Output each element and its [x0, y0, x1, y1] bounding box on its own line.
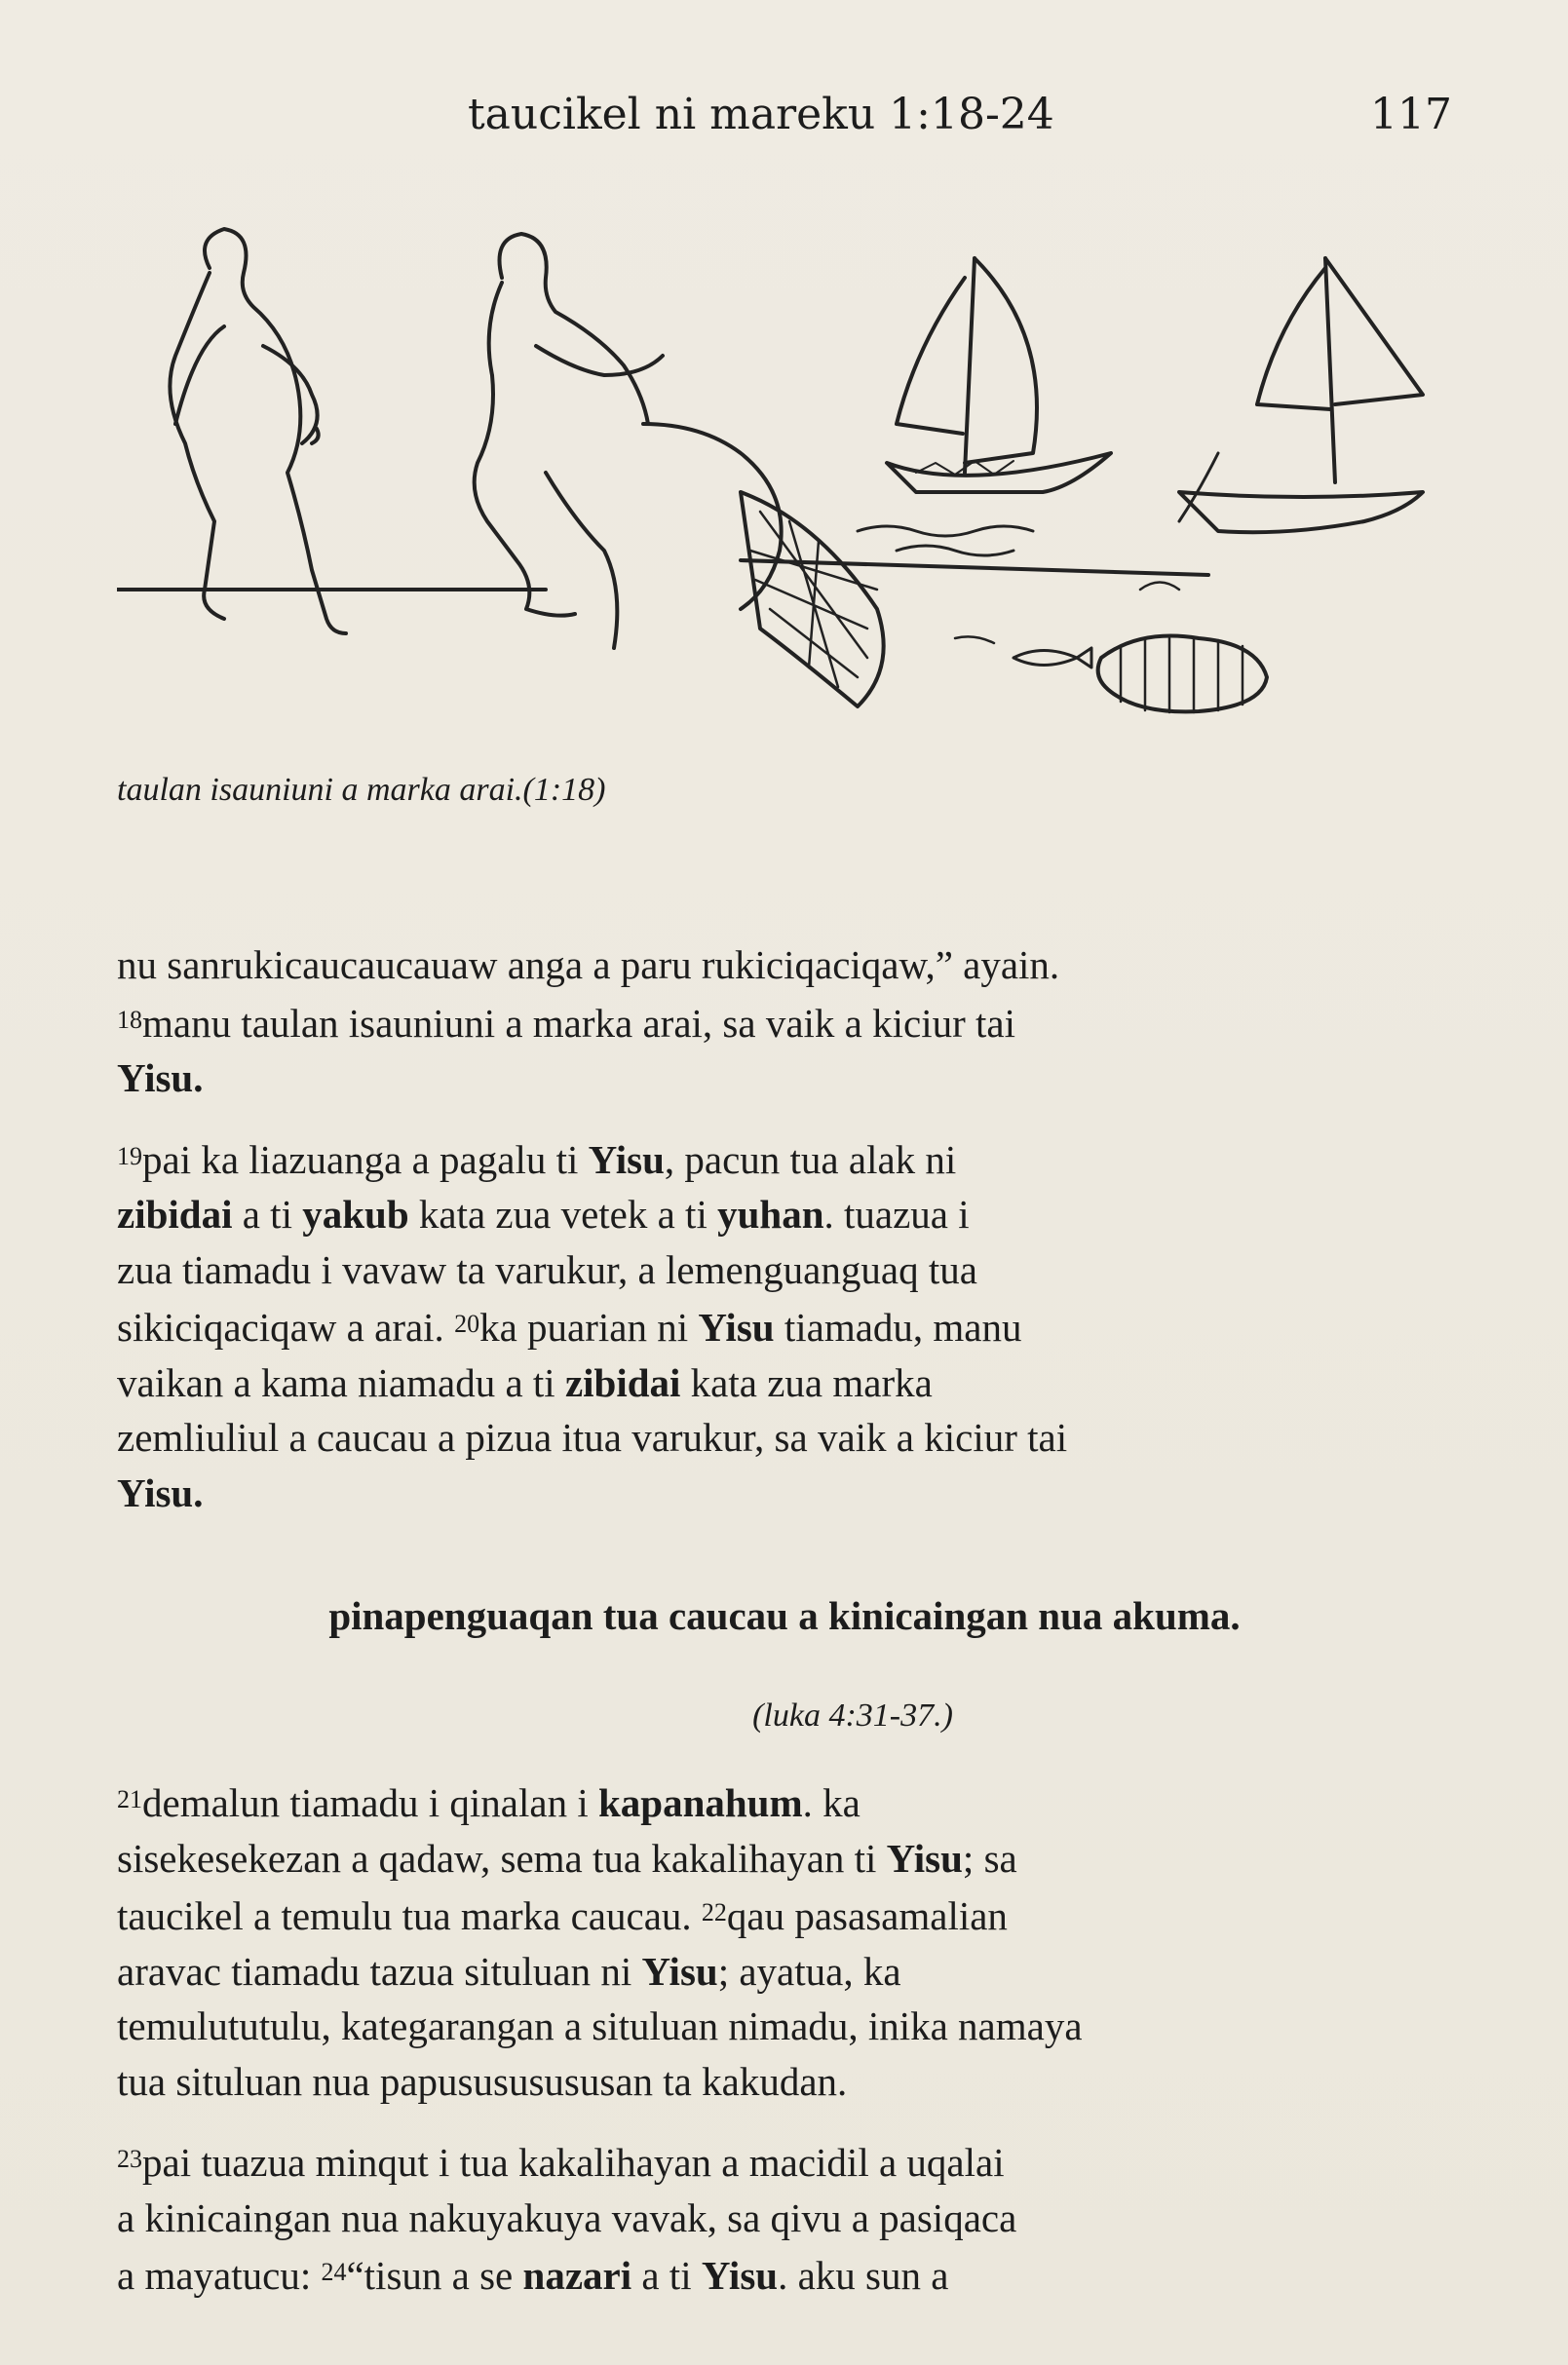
- name-zibidai: zibidai: [117, 1192, 233, 1237]
- text-segment: a mayatucu:: [117, 2253, 322, 2298]
- text-segment: . tuazua i: [823, 1192, 970, 1237]
- page-number: 117: [1370, 90, 1452, 139]
- running-head-title: taucikel ni mareku 1:18-24: [468, 90, 1054, 139]
- text-line: temulututulu, kategarangan a situluan nimadu, inika namaya: [117, 2003, 1083, 2048]
- text-segment: tiamadu, manu: [774, 1305, 1022, 1350]
- text-segment: a ti: [232, 1192, 303, 1237]
- verse-number: 20: [454, 1310, 480, 1338]
- text-segment: , pacun tua alak ni: [664, 1136, 957, 1182]
- text-line: nu sanrukicaucaucauaw anga a paru rukiciqaciqaw,” ayain.: [117, 942, 1060, 987]
- verse-number: 21: [117, 1785, 142, 1813]
- name-yakub: yakub: [302, 1192, 409, 1237]
- text-segment: ; sa: [962, 1835, 1017, 1881]
- text-segment: vaikan a kama niamadu a ti: [117, 1359, 565, 1405]
- text-line: tua situluan nua papusususususan ta kakudan.: [117, 2058, 848, 2104]
- text-segment: sikiciqaciqaw a arai.: [117, 1305, 455, 1350]
- text-segment: “tisun a se: [346, 2253, 523, 2298]
- name-yisu: Yisu: [698, 1305, 775, 1350]
- text-line: a kinicaingan nua nakuyakuya vavak, sa qivu a pasiqaca: [117, 2194, 1017, 2240]
- text-segment: aravac tiamadu tazua situluan ni: [117, 1948, 642, 1994]
- place-kapanahum: kapanahum: [597, 1780, 803, 1825]
- name-yisu: Yisu: [641, 1948, 718, 1994]
- section-heading: pinapenguaqan tua caucau a kinicaingan nua akuma.: [328, 1593, 1241, 1638]
- verse-number: 18: [117, 1005, 142, 1034]
- illustration-fishermen-and-boats: [117, 200, 1442, 745]
- text-segment: pai ka liazuanga a pagalu ti: [142, 1136, 589, 1182]
- paragraph-17-18: [117, 937, 1452, 1106]
- paragraph-19-20: [117, 1129, 1452, 1521]
- running-head: [117, 90, 1452, 148]
- name-yisu: Yisu: [588, 1136, 665, 1182]
- text-segment: ; ayatua, ka: [717, 1948, 901, 1994]
- text-segment: kata zua vetek a ti: [408, 1192, 718, 1237]
- text-segment: ka puarian ni: [479, 1305, 699, 1350]
- text-line: zua tiamadu i vavaw ta varukur, a lemenguanguaq tua: [117, 1246, 977, 1292]
- paragraph-21-22: [117, 1773, 1452, 2109]
- text-line: zemliuliul a caucau a pizua itua varukur, sa vaik a kiciur tai: [117, 1415, 1068, 1460]
- text-segment: sisekesekezan a qadaw, sema tua kakalihayan ti: [117, 1835, 887, 1881]
- text-line: pai tuazua minqut i tua kakalihayan a macidil a uqalai: [142, 2140, 1005, 2185]
- text-line: manu taulan isauniuni a marka arai, sa vaik a kiciur tai: [142, 1000, 1015, 1046]
- body-text: [117, 937, 1452, 2304]
- paragraph-23-24: [117, 2132, 1452, 2304]
- text-segment: . ka: [802, 1780, 860, 1825]
- text-segment: taucikel a temulu tua marka caucau.: [117, 1893, 702, 1938]
- figure-caption: taulan isauniuni a marka arai.(1:18): [117, 772, 606, 808]
- text-segment: demalun tiamadu i qinalan i: [142, 1780, 598, 1825]
- text-segment: . aku sun a: [778, 2253, 949, 2298]
- place-nazari: nazari: [522, 2253, 632, 2298]
- verse-number: 24: [321, 2258, 347, 2286]
- verse-number: 23: [117, 2145, 142, 2173]
- text-line: Yisu.: [117, 1055, 204, 1100]
- text-segment: qau pasasamalian: [726, 1893, 1008, 1938]
- text-segment: a ti: [631, 2253, 702, 2298]
- name-yisu: Yisu: [701, 2253, 779, 2298]
- text-segment: kata zua marka: [680, 1359, 933, 1405]
- verse-number: 19: [117, 1141, 142, 1170]
- name-yisu: Yisu: [886, 1835, 963, 1881]
- text-line: Yisu.: [117, 1469, 204, 1515]
- name-yuhan: yuhan: [717, 1192, 824, 1237]
- name-zibidai: zibidai: [564, 1359, 681, 1405]
- verse-number: 22: [701, 1898, 727, 1926]
- cross-reference: (luka 4:31-37.): [752, 1697, 953, 1734]
